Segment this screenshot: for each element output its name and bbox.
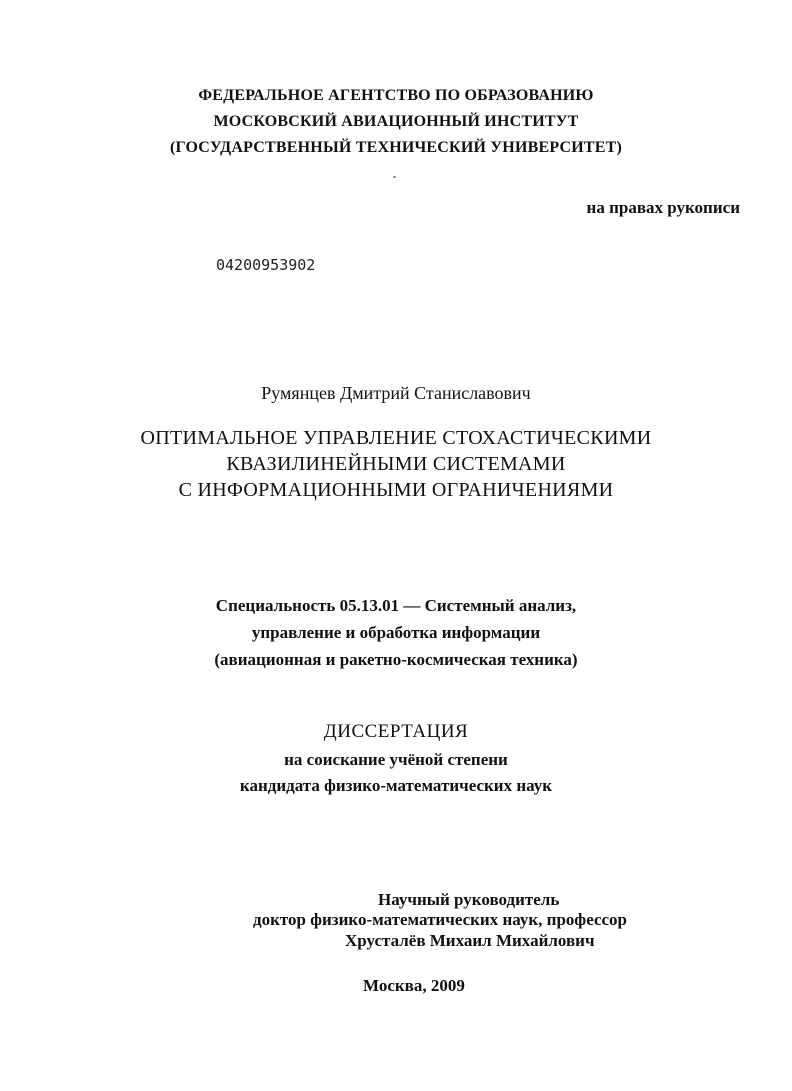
supervisor-name: Хрусталёв Михаил Михайлович bbox=[345, 931, 595, 950]
specialty-line-2: управление и обработка информации bbox=[251, 623, 541, 642]
specialty-line-3: (авиационная и ракетно-космическая техника) bbox=[214, 650, 578, 669]
supervisor-degree: доктор физико-математических наук, профессор bbox=[253, 910, 627, 929]
degree-line-1: на соискание учёной степени bbox=[284, 750, 508, 769]
specialty-line-1: Специальность 05.13.01 — Системный анализ, bbox=[215, 596, 577, 615]
scan-speck bbox=[393, 176, 396, 178]
supervisor-label: Научный руководитель bbox=[378, 890, 560, 909]
dissertation-heading: ДИССЕРТАЦИЯ bbox=[323, 721, 469, 742]
agency-name: ФЕДЕРАЛЬНОЕ АГЕНТСТВО ПО ОБРАЗОВАНИЮ bbox=[198, 87, 594, 104]
institute-name: МОСКОВСКИЙ АВИАЦИОННЫЙ ИНСТИТУТ bbox=[213, 113, 579, 130]
author-name: Румянцев Дмитрий Станиславович bbox=[261, 383, 531, 403]
dissertation-title-line-1: ОПТИМАЛЬНОЕ УПРАВЛЕНИЕ СТОХАСТИЧЕСКИМИ bbox=[140, 427, 652, 449]
place-year: Москва, 2009 bbox=[363, 976, 465, 995]
manuscript-note: на правах рукописи bbox=[586, 198, 740, 217]
stamp-number: 04200953902 bbox=[216, 256, 316, 274]
university-status: (ГОСУДАРСТВЕННЫЙ ТЕХНИЧЕСКИЙ УНИВЕРСИТЕТ) bbox=[169, 139, 623, 156]
dissertation-title-line-2: КВАЗИЛИНЕЙНЫМИ СИСТЕМАМИ bbox=[226, 453, 566, 475]
degree-line-2: кандидата физико-математических наук bbox=[239, 776, 553, 795]
dissertation-title-line-3: С ИНФОРМАЦИОННЫМИ ОГРАНИЧЕНИЯМИ bbox=[178, 479, 614, 501]
